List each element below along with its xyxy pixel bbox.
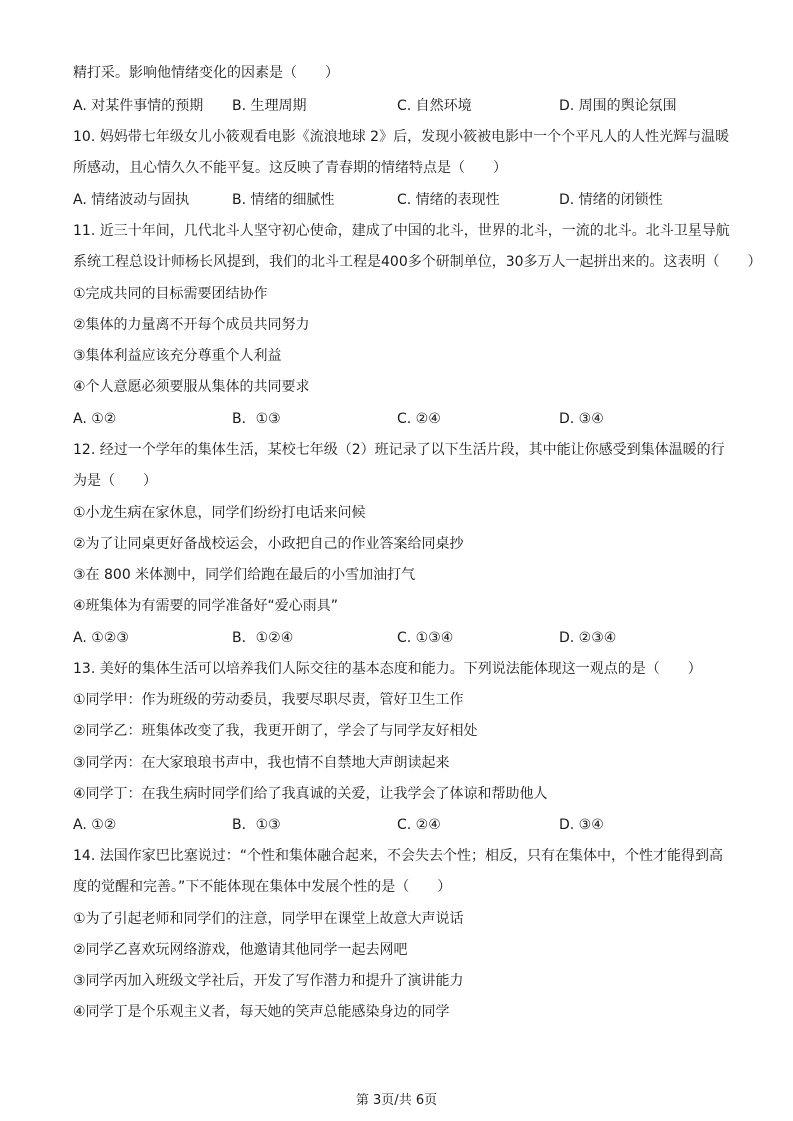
question-12-line-1: 12. 经过一个学年的集体生活，某校七年级（2）班记录了以下生活片段，其中能让你感受到集体温暖的行 <box>73 442 725 458</box>
statement-3: ③同学丙：在大家琅琅书声中，我也情不自禁地大声朗读起来 <box>73 755 450 771</box>
option-c: C. 情绪的表现性 <box>397 192 500 208</box>
question-13-line-1: 13. 美好的集体生活可以培养我们人际交往的基本态度和能力。下列说法能体现这一观点的是（ ） <box>73 661 702 677</box>
option-b: B．①③ <box>232 817 281 833</box>
option-a: A. ①② <box>73 817 117 833</box>
option-b: B. 情绪的细腻性 <box>232 192 335 208</box>
question-12-line-2: 为是（ ） <box>73 473 157 489</box>
option-a: A. ①②③ <box>73 630 129 646</box>
option-d: D. ②③④ <box>559 630 617 646</box>
question-11-line-2: 系统工程总设计师杨长风提到，我们的北斗工程是400多个研制单位，30多万人一起拼出来的。这表明（ ） <box>73 254 762 270</box>
option-b: B．①②④ <box>232 630 294 646</box>
statement-1: ①完成共同的目标需要团结协作 <box>73 286 268 302</box>
option-d: D. ③④ <box>559 817 604 833</box>
option-d: D. 周围的舆论氛围 <box>559 98 677 114</box>
question-10-line-1: 10. 妈妈带七年级女儿小筱观看电影《流浪地球 2》后，发现小筱被电影中一个个平凡人的人性光辉与温暖 <box>73 129 730 145</box>
option-a: A. 情绪波动与固执 <box>73 192 190 208</box>
options-row-q11 <box>73 410 723 428</box>
option-a: A. 对某件事情的预期 <box>73 98 204 114</box>
statement-4: ④同学丁：在我生病时同学们给了我真诚的关爱，让我学会了体谅和帮助他人 <box>73 786 548 802</box>
option-d: D. ③④ <box>559 411 604 427</box>
option-a: A. ①② <box>73 411 117 427</box>
options-row-q9 <box>73 97 723 115</box>
option-b: B．①③ <box>232 411 281 427</box>
page-number: 第 3页/共 6页 <box>355 1093 438 1108</box>
options-row-q13 <box>73 816 723 834</box>
statement-4: ④个人意愿必须要服从集体的共同要求 <box>73 379 310 395</box>
option-c: C. ②④ <box>397 817 441 833</box>
option-c: C. 自然环境 <box>397 98 472 114</box>
option-b: B. 生理周期 <box>232 98 307 114</box>
question-10-line-2: 所感动，且心情久久不能平复。这反映了青春期的情绪特点是（ ） <box>73 160 507 176</box>
statement-1: ①同学甲：作为班级的劳动委员，我要尽职尽责，管好卫生工作 <box>73 692 464 708</box>
statement-1: ①为了引起老师和同学们的注意，同学甲在课堂上故意大声说话 <box>73 911 464 927</box>
question-11-line-1: 11. 近三十年间，几代北斗人坚守初心使命，建成了中国的北斗，世界的北斗，一流的北斗。北斗卫星导航 <box>73 223 730 239</box>
statement-3: ③同学丙加入班级文学社后，开发了写作潜力和提升了演讲能力 <box>73 973 464 989</box>
text-line: 精打采。影响他情绪变化的因素是（ ） <box>73 65 339 81</box>
options-row-q10 <box>73 191 723 209</box>
statement-2: ②集体的力量离不开每个成员共同努力 <box>73 317 310 333</box>
question-14-line-2: 度的觉醒和完善。”下不能体现在集体中发展个性的是（ ） <box>73 879 452 895</box>
statement-3: ③集体利益应该充分尊重个人利益 <box>73 348 282 364</box>
question-14-line-1: 14. 法国作家巴比塞说过：“个性和集体融合起来，不会失去个性；相反，只有在集体中，个性才能得到高 <box>73 848 723 864</box>
statement-2: ②同学乙喜欢玩网络游戏，他邀请其他同学一起去网吧 <box>73 942 408 958</box>
statement-1: ①小龙生病在家休息，同学们纷纷打电话来问候 <box>73 505 366 521</box>
statement-4: ④班集体为有需要的同学准备好“爱心雨具” <box>73 598 339 614</box>
statement-4: ④同学丁是个乐观主义者，每天她的笑声总能感染身边的同学 <box>73 1004 450 1020</box>
statement-2: ②同学乙：班集体改变了我，我更开朗了，学会了与同学友好相处 <box>73 723 478 739</box>
option-c: C. ①③④ <box>397 630 454 646</box>
options-row-q12 <box>73 629 723 647</box>
option-d: D. 情绪的闭锁性 <box>559 192 663 208</box>
option-c: C. ②④ <box>397 411 441 427</box>
statement-2: ②为了让同桌更好备战校运会，小政把自己的作业答案给同桌抄 <box>73 536 464 552</box>
statement-3: ③在 800 米体测中，同学们给跑在最后的小雪加油打气 <box>73 567 416 583</box>
